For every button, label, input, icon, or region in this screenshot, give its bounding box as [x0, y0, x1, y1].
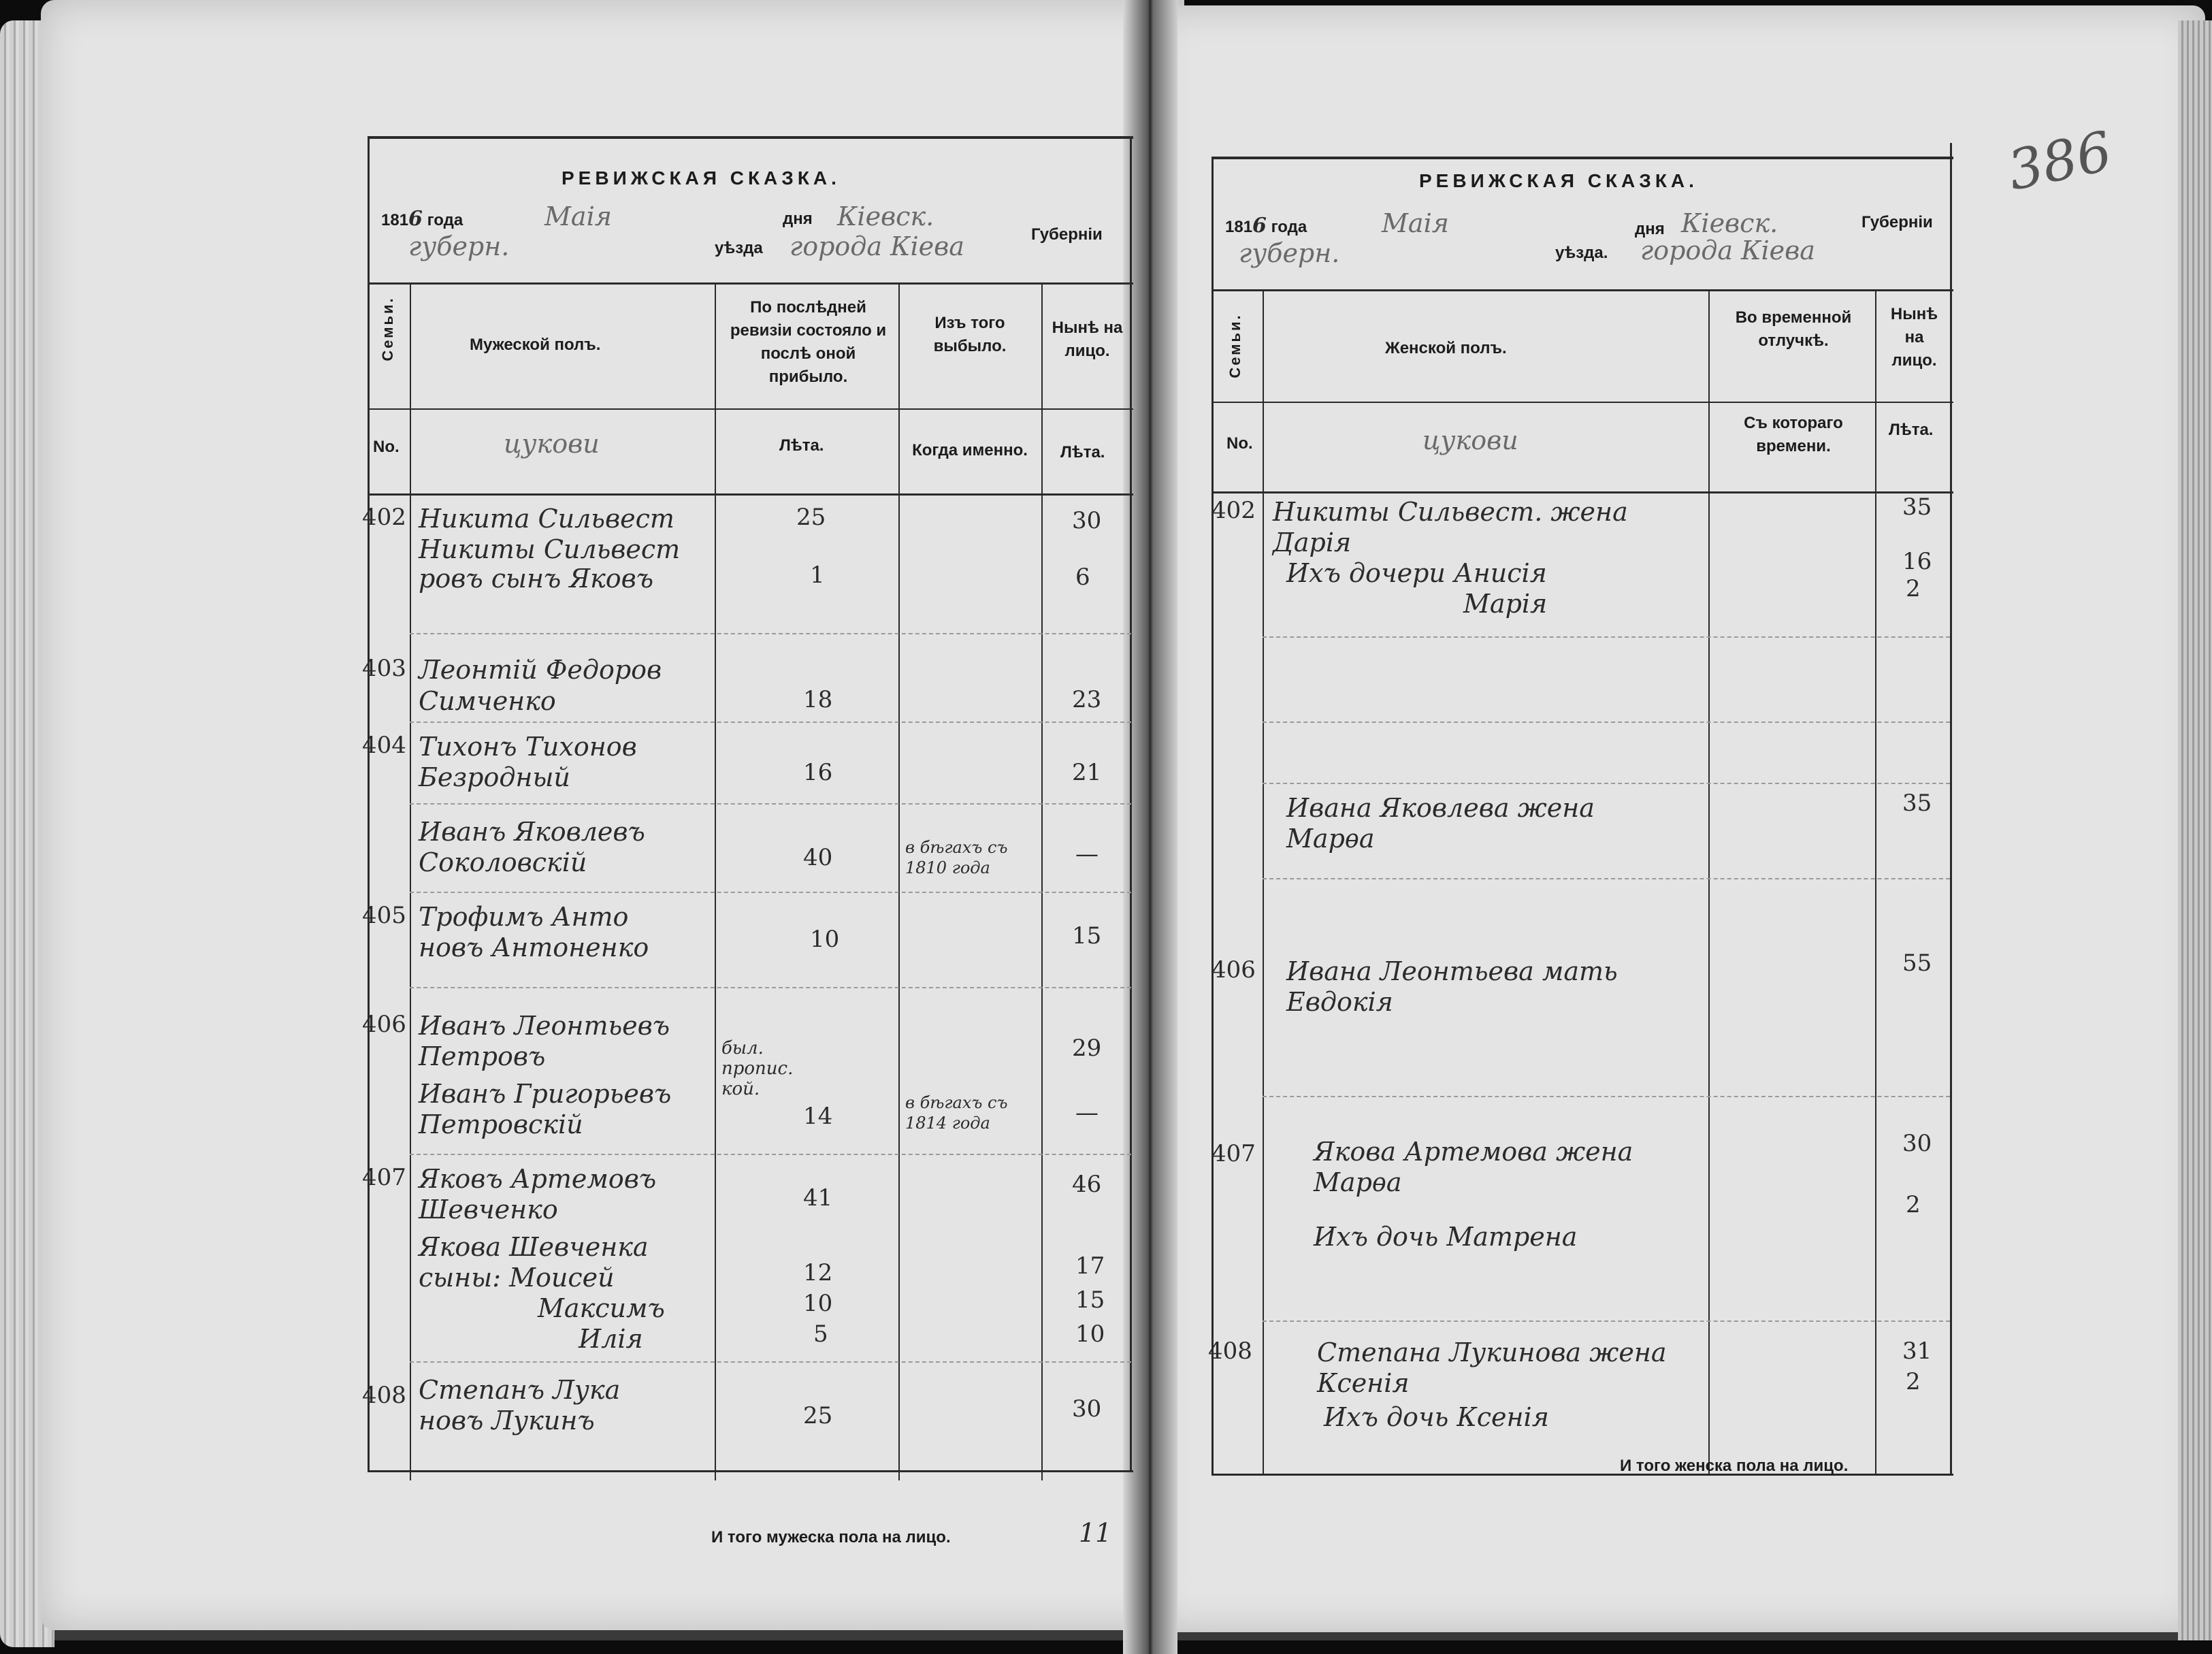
right-footer: И того женска пола на лицо.: [1620, 1457, 1849, 1475]
left-row-divider: [410, 892, 1131, 893]
right-cyc-hw: цукови: [1422, 425, 1518, 455]
right-year-label: [1225, 214, 1307, 239]
left-row-no: 407: [362, 1164, 406, 1191]
right-row-name: Дарія: [1273, 528, 1352, 557]
right-row-now2: 2: [1906, 575, 1921, 602]
right-row-name: Ихъ дочь Ксенія: [1324, 1402, 1549, 1432]
right-row-divider: [1263, 636, 1950, 638]
left-row-no: 408: [362, 1382, 406, 1409]
left-row-now: —: [1075, 1099, 1099, 1126]
right-row-now: 35: [1902, 493, 1932, 521]
right-city-hw: города Кіева: [1640, 236, 1815, 265]
right-row-now: 30: [1902, 1130, 1932, 1157]
right-row-divider: [1263, 783, 1950, 784]
right-row-no: 406: [1211, 956, 1256, 984]
left-row-name: сыны: Моисей: [419, 1263, 615, 1293]
left-col-prev: По послѣдней ревизіи состояло и послѣ оной прибыло.: [730, 298, 887, 386]
left-row-now: 30: [1072, 1395, 1102, 1423]
left-when: Когда именно.: [912, 441, 1028, 459]
right-god-label: года: [1271, 218, 1307, 236]
left-no-label: No.: [373, 438, 400, 456]
right-no-label: No.: [1226, 434, 1253, 453]
right-row-now: 31: [1902, 1337, 1932, 1365]
left-row-divider: [410, 721, 1131, 723]
left-gubernia-label: Губерніи: [1031, 225, 1103, 244]
left-leta-now: Лѣта.: [1060, 443, 1105, 461]
left-day-label: дня: [783, 210, 813, 228]
left-uezd-hw: губерн.: [408, 231, 510, 261]
left-col-now: Нынѣ на лицо.: [1052, 319, 1123, 360]
left-year-prefix: 181: [381, 211, 409, 229]
left-row-prev: 25: [803, 1402, 833, 1429]
left-row-prev: 10: [803, 1290, 833, 1317]
left-col-left: Изъ того выбыло.: [933, 314, 1007, 355]
left-row-name: Иванъ Григорьевъ: [419, 1079, 672, 1109]
left-row-name: Никита Сильвест: [419, 504, 674, 534]
left-row-name: Соколовскій: [419, 847, 587, 877]
right-col-family: Семьи.: [1226, 313, 1243, 378]
right-row-no: 407: [1211, 1140, 1256, 1167]
left-row-name: новъ Антоненко: [419, 933, 649, 962]
right-row-name: Ихъ дочь Матрена: [1314, 1222, 1578, 1252]
left-cyc-hw: цукови: [504, 429, 600, 459]
right-month-hw: Маія: [1382, 208, 1449, 238]
left-row-divider: [410, 803, 1131, 805]
left-row-name: Якова Шевченка: [419, 1232, 649, 1262]
right-year-prefix: 181: [1225, 218, 1253, 236]
left-year-digit: 6: [408, 207, 423, 231]
left-row-divider: [410, 633, 1131, 634]
left-row-now: 10: [1075, 1320, 1105, 1348]
left-row-now: 6: [1075, 564, 1090, 591]
left-city-hw: города Кіева: [790, 231, 964, 261]
right-row-name: Никиты Сильвест. жена: [1273, 497, 1628, 527]
left-title: РЕВИЖСКАЯ СКАЗКА.: [562, 167, 841, 189]
left-row-name: Тихонъ Тихонов: [419, 732, 637, 762]
right-census-form: [1208, 157, 1960, 1484]
right-row-name: Ивана Яковлева жена: [1286, 793, 1595, 823]
left-uezd-label: уѣзда: [715, 239, 763, 257]
left-row-prev: 14: [803, 1103, 833, 1130]
left-row-prev: 10: [810, 926, 840, 953]
right-col-family-wrap: [1181, 313, 1290, 378]
left-col-family: Семьи.: [379, 296, 396, 361]
left-row-prev: 1: [810, 562, 825, 589]
left-row-prev: 16: [803, 759, 833, 786]
right-row-name: Якова Артемова жена: [1314, 1137, 1633, 1167]
left-day-hw: Кіевск.: [837, 201, 934, 231]
right-row-divider: [1263, 878, 1950, 879]
left-month-hw: Маія: [544, 201, 612, 231]
left-row-name: Петровъ: [419, 1041, 546, 1071]
left-row-no: 404: [362, 732, 406, 759]
left-year-label: [381, 208, 463, 232]
left-row-prev: 25: [796, 504, 826, 531]
left-row-name: новъ Лукинъ: [419, 1406, 595, 1436]
left-row-now: 46: [1072, 1171, 1102, 1198]
right-uezd-hw: губерн.: [1239, 238, 1340, 268]
left-row-name: Петровскій: [419, 1109, 583, 1139]
left-row-divider: [410, 987, 1131, 988]
right-row-name: Степана Лукинова жена: [1317, 1337, 1667, 1367]
right-row-name: Марѳа: [1286, 824, 1375, 854]
left-footer: И того мужеска пола на лицо.: [711, 1528, 951, 1546]
left-row-name: Леонтій Федоров: [419, 655, 662, 685]
folio-number: 386: [2002, 119, 2117, 203]
left-row-prev: 5: [813, 1320, 828, 1348]
right-row-divider: [1263, 1320, 1950, 1322]
left-census-form: [362, 136, 1143, 1548]
left-row-left: в бѣгахъ съ 1814 года: [905, 1093, 1008, 1133]
right-uezd-label: уѣзда.: [1555, 244, 1608, 262]
left-row-name: Иванъ Леонтьевъ: [419, 1011, 670, 1041]
page-edges-right: [2178, 20, 2212, 1640]
left-row-prev: 12: [803, 1259, 833, 1286]
left-footer-total: 11: [1079, 1518, 1112, 1548]
left-row-now: 21: [1072, 759, 1102, 786]
left-row-prev: 41: [803, 1184, 833, 1212]
right-col-female: Женской полъ.: [1385, 339, 1507, 357]
left-row-name: Яковъ Артемовъ: [419, 1164, 657, 1194]
right-leta: Лѣта.: [1889, 421, 1934, 439]
left-row-now: 15: [1072, 922, 1102, 950]
left-row-name: Безродный: [419, 762, 570, 792]
right-col-temp: Во временной отлучкѣ.: [1735, 308, 1852, 350]
left-row-no: 403: [362, 655, 406, 682]
right-gubernia-label: Губерніи: [1861, 213, 1933, 231]
left-row-now: 15: [1075, 1286, 1105, 1314]
right-row-divider: [1263, 721, 1950, 723]
left-row-name: Степанъ Лука: [419, 1375, 621, 1405]
left-row-prev: 18: [803, 686, 833, 713]
right-row-now: 55: [1902, 950, 1932, 977]
left-row-now: 23: [1072, 686, 1102, 713]
left-row-divider: [410, 1361, 1131, 1363]
right-row-now: 2: [1906, 1368, 1921, 1395]
left-row-name: Симченко: [419, 686, 556, 716]
left-row-divider: [410, 1154, 1131, 1155]
right-year-digit: 6: [1252, 214, 1267, 238]
right-row-no: 402: [1211, 497, 1256, 524]
right-row-now: 35: [1902, 790, 1932, 817]
right-row-name: Ихъ дочери Анисія: [1286, 558, 1547, 588]
left-row-name: Максимъ: [538, 1293, 665, 1323]
right-row-name: Ксенія: [1317, 1368, 1410, 1398]
right-row-name: Евдокія: [1286, 987, 1393, 1017]
left-row-no: 405: [362, 902, 406, 929]
right-title: РЕВИЖСКАЯ СКАЗКА.: [1419, 170, 1698, 191]
right-day-label: дня: [1635, 220, 1665, 238]
right-row-now: 16: [1902, 548, 1932, 575]
left-col-family-wrap: [334, 296, 442, 361]
left-row-name: ровъ сынъ Яковъ: [419, 564, 654, 594]
right-row-name: Марѳа: [1314, 1167, 1402, 1197]
left-row-now: 30: [1072, 507, 1102, 534]
left-row-name: Илія: [579, 1324, 643, 1354]
left-leta-prev: Лѣта.: [779, 436, 824, 455]
right-row-name: Ивана Леонтьева мать: [1286, 956, 1618, 986]
left-col-male: Мужеской полъ.: [470, 336, 601, 354]
left-row-name: Иванъ Яковлевъ: [419, 817, 645, 847]
left-row-name: Трофимъ Анто: [419, 902, 629, 932]
left-row-no: 402: [362, 504, 406, 531]
right-row-name: Марія: [1463, 589, 1548, 619]
left-row-note: был. пропис. кой.: [721, 1038, 794, 1099]
left-row-name: Шевченко: [419, 1195, 558, 1225]
left-row-name: Никиты Сильвест: [419, 534, 681, 564]
left-row-now: 17: [1075, 1252, 1105, 1280]
right-row-divider: [1263, 1096, 1950, 1097]
right-row-now: 2: [1906, 1191, 1921, 1218]
left-row-left: в бѣгахъ съ 1810 года: [905, 838, 1008, 877]
right-day-hw: Кіевск.: [1681, 208, 1778, 238]
right-col-now: Нынѣ на лицо.: [1890, 305, 1938, 370]
left-god-label: года: [427, 211, 463, 229]
left-row-now: —: [1075, 841, 1099, 868]
right-since: Съ котораго времени.: [1744, 414, 1843, 455]
left-row-now: 29: [1072, 1035, 1102, 1062]
right-row-no: 408: [1208, 1337, 1252, 1365]
left-row-no: 406: [362, 1011, 406, 1038]
left-row-prev: 40: [803, 844, 833, 871]
